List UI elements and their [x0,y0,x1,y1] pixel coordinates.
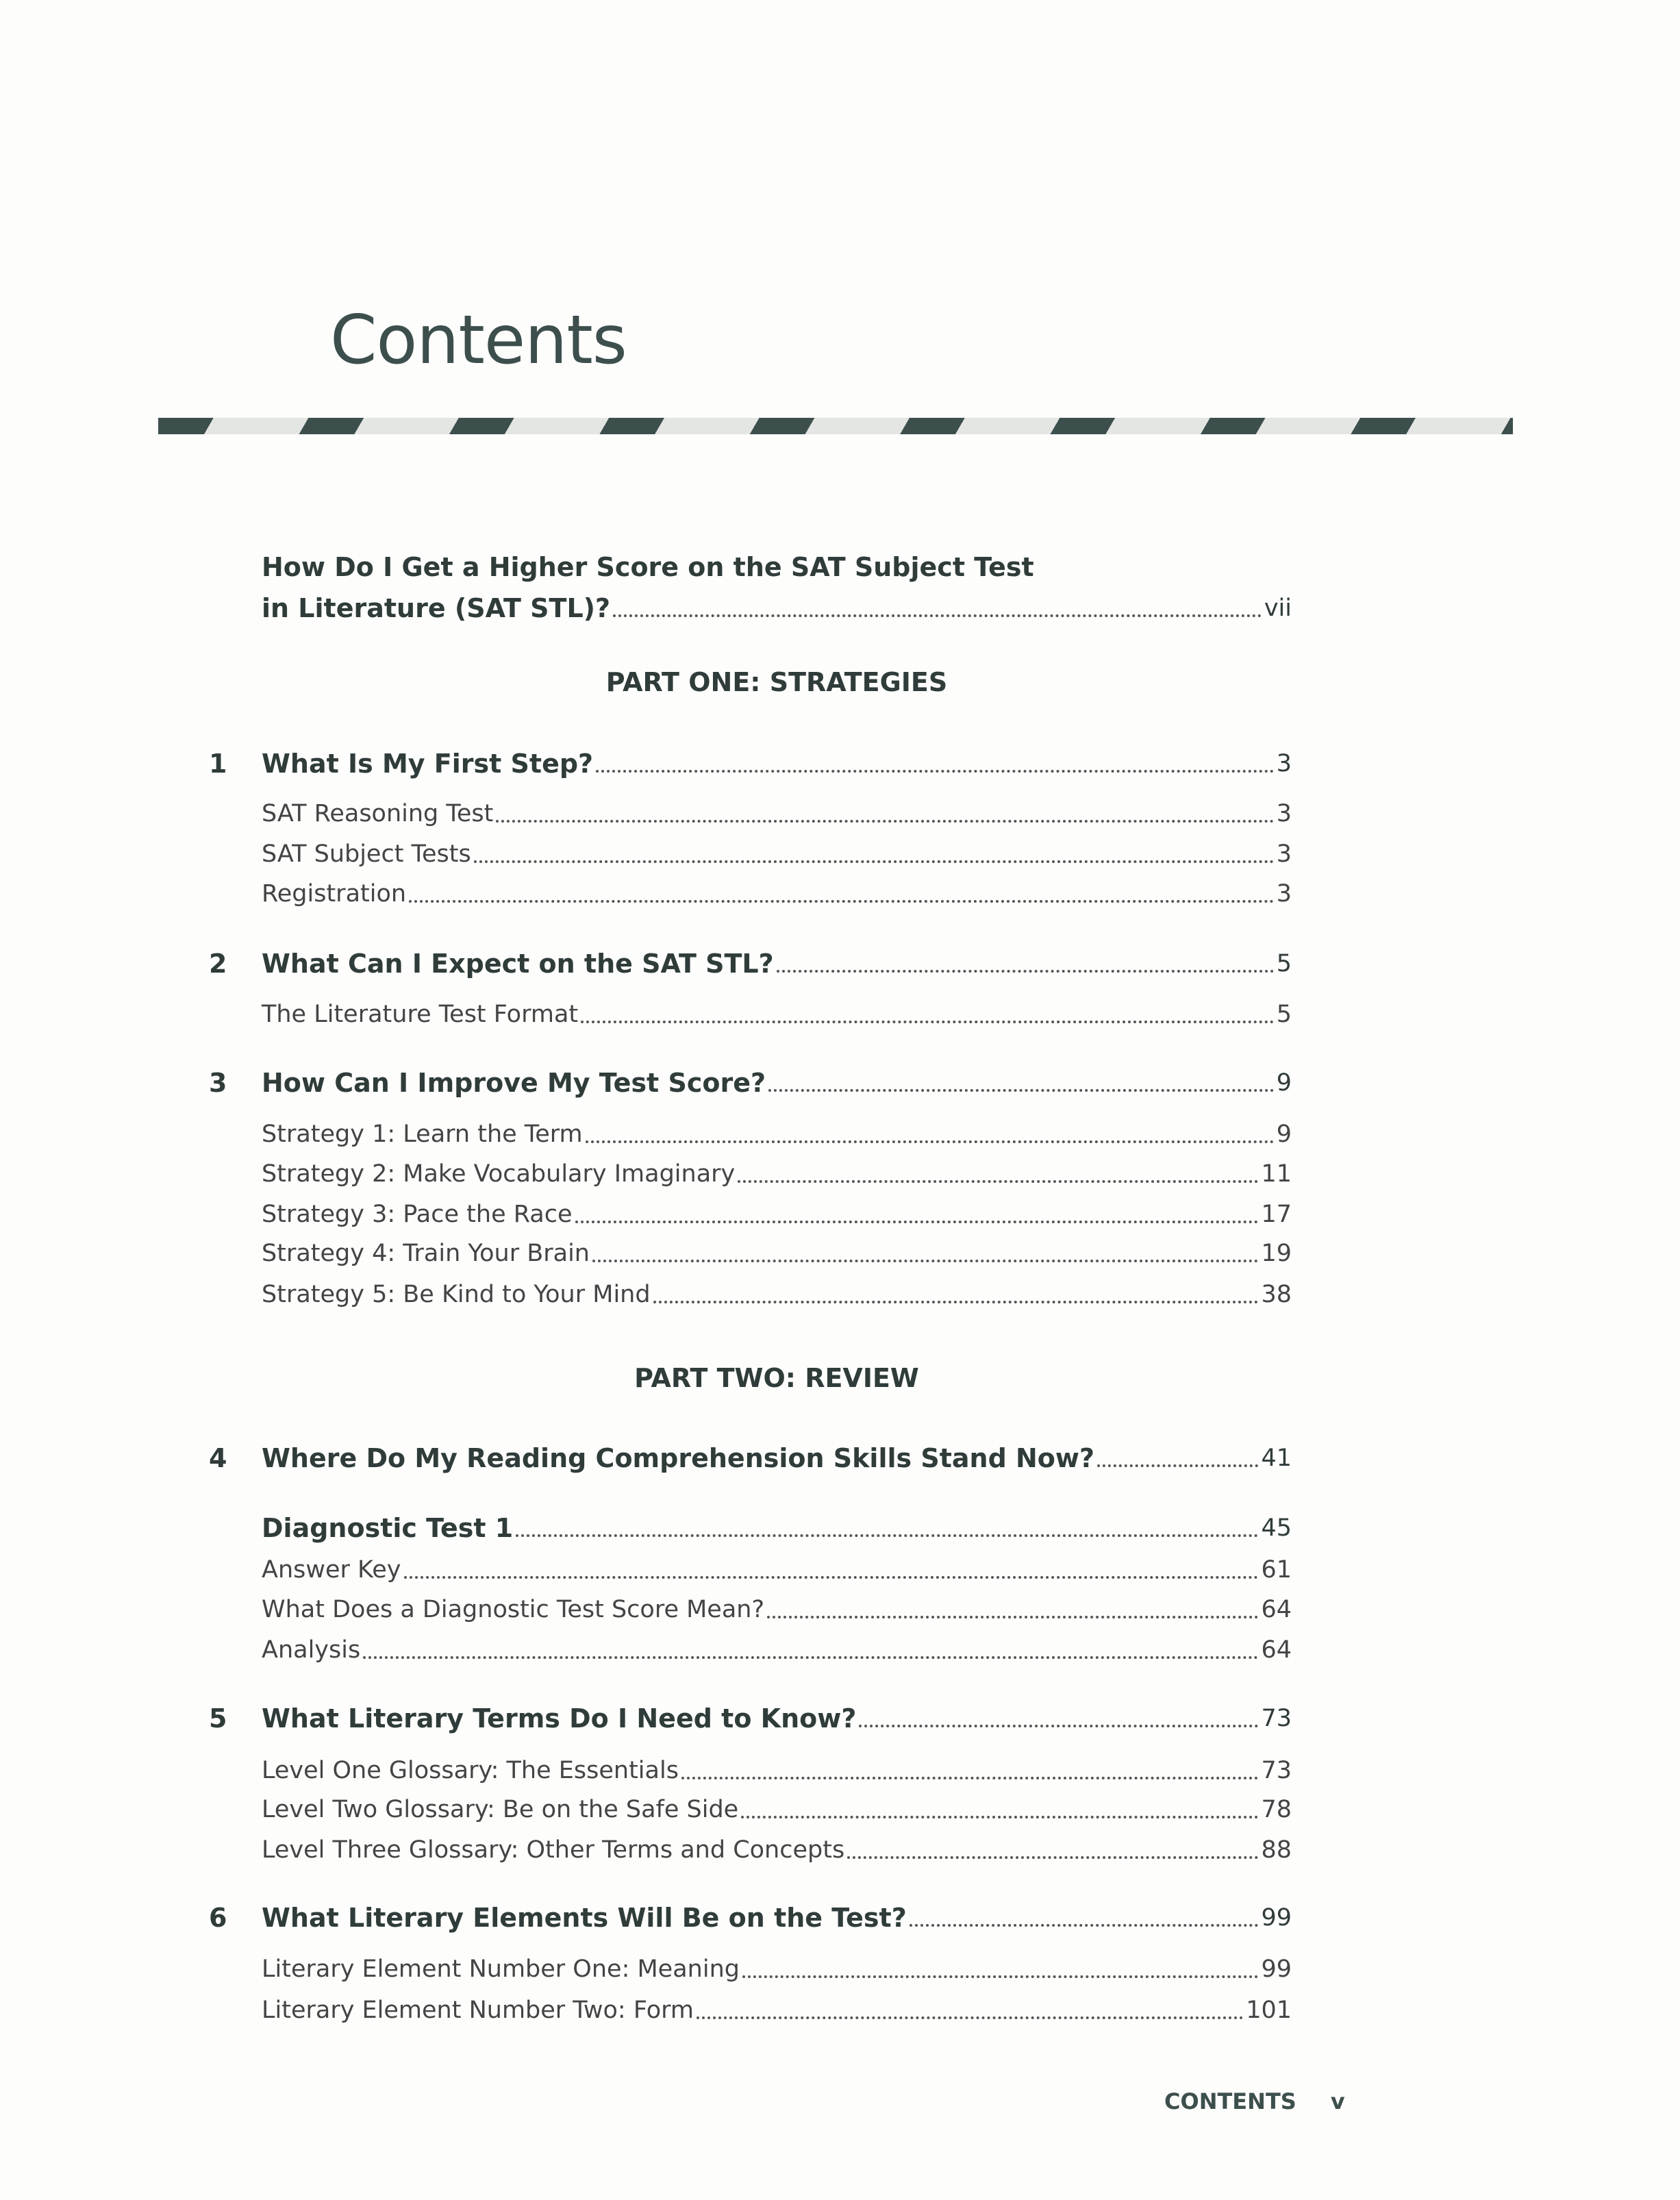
chapter-number: 2 [209,949,227,979]
chapter-number: 4 [209,1443,227,1473]
toc-item[interactable] [262,797,1292,831]
toc-page: 88 [1261,1836,1292,1864]
chapter-number: 6 [209,1903,227,1933]
toc-page: 64 [1261,1636,1292,1664]
toc-page: 3 [1276,840,1292,868]
chapter-number: 5 [209,1703,227,1734]
toc-page: 45 [1261,1514,1292,1542]
toc-label: Where Do My Reading Comprehension Skills Stand Now? [262,1443,1095,1473]
toc-intro[interactable] [262,591,1292,625]
toc-label: SAT Subject Tests [262,840,471,868]
dot-leader [859,1725,1258,1727]
dot-leader [681,1777,1259,1779]
toc-item[interactable] [262,1792,1292,1827]
toc-label: Registration [262,880,407,908]
toc-label: Strategy 4: Train Your Brain [262,1240,590,1267]
toc-label: SAT Reasoning Test [262,800,494,827]
toc-label: What Can I Expect on the SAT STL? [262,949,774,979]
dot-leader [409,900,1274,903]
toc-chapter[interactable] [262,747,1292,781]
toc-label: Level One Glossary: The Essentials [262,1757,679,1784]
chapter-number: 3 [209,1068,227,1098]
toc-label: What Does a Diagnostic Test Score Mean? [262,1596,765,1623]
dot-leader [586,1140,1274,1143]
toc-page: 73 [1261,1757,1292,1784]
toc-label: What Is My First Step? [262,749,594,779]
toc-label: The Literature Test Format [262,1001,579,1028]
toc-intro-line1[interactable] [262,550,1292,584]
toc-chapter[interactable] [262,1511,1292,1545]
toc-item[interactable] [262,1833,1292,1867]
dot-leader [404,1576,1259,1579]
toc-label: What Literary Elements Will Be on the Test? [262,1903,907,1933]
dot-leader [738,1180,1258,1183]
toc-chapter[interactable] [262,1066,1292,1100]
dot-leader [581,1021,1274,1023]
dot-leader [1097,1464,1258,1467]
striped-divider [158,418,1513,434]
toc-item[interactable] [262,1197,1292,1232]
toc-label: Literary Element Number One: Meaning [262,1955,740,1983]
dot-leader [496,820,1273,823]
dot-leader [596,770,1274,773]
toc-page: 9 [1276,1069,1292,1097]
toc-chapter[interactable] [262,1441,1292,1475]
toc-item[interactable] [262,1157,1292,1191]
toc-item[interactable] [262,837,1292,871]
dot-leader [613,614,1262,617]
dot-leader [847,1856,1258,1859]
toc-label: in Literature (SAT STL)? [262,593,611,623]
toc-label: Level Two Glossary: Be on the Safe Side [262,1796,739,1823]
toc-label: Diagnostic Test 1 [262,1513,514,1543]
toc-item[interactable] [262,997,1292,1032]
toc-chapter[interactable] [262,1901,1292,1935]
toc-label: How Can I Improve My Test Score? [262,1068,766,1098]
dot-leader [592,1260,1258,1262]
toc-page: 78 [1261,1796,1292,1823]
toc-label: Strategy 5: Be Kind to Your Mind [262,1281,651,1308]
dot-leader [575,1221,1259,1223]
dot-leader [910,1924,1259,1927]
toc-page: 11 [1261,1160,1292,1188]
part-heading: PART ONE: STRATEGIES [605,667,948,697]
toc-label: Analysis [262,1636,361,1664]
dot-leader [742,1975,1258,1978]
toc-page: 41 [1261,1445,1292,1472]
toc-page: 3 [1276,880,1292,908]
toc-item[interactable] [262,1277,1292,1312]
footer-label: CONTENTS [1164,2088,1296,2114]
toc-page: 5 [1276,1001,1292,1028]
toc-chapter[interactable] [262,947,1292,981]
toc-item[interactable] [262,1952,1292,1986]
toc-label: What Literary Terms Do I Need to Know? [262,1703,857,1734]
toc-page: 9 [1276,1121,1292,1148]
toc-page: 17 [1261,1201,1292,1228]
toc-page: vii [1264,595,1292,622]
toc-label: Level Three Glossary: Other Terms and Concepts [262,1836,845,1864]
chapter-number: 1 [209,749,227,779]
toc-item[interactable] [262,1117,1292,1151]
page-footer [1164,2084,1345,2118]
toc-label: Strategy 3: Pace the Race [262,1201,573,1228]
toc-label: Literary Element Number Two: Form [262,1997,694,2024]
dot-leader [768,1089,1274,1092]
toc-page: 38 [1261,1281,1292,1308]
toc-item[interactable] [262,1753,1292,1788]
toc-page: 5 [1276,950,1292,977]
dot-leader [474,860,1274,863]
toc-page: 101 [1246,1997,1292,2024]
toc-page: 64 [1261,1596,1292,1623]
toc-page: 73 [1261,1705,1292,1732]
dot-leader [363,1656,1258,1659]
page-title: Contents [330,301,627,379]
part-heading: PART TWO: REVIEW [634,1363,919,1393]
dot-leader [697,2016,1243,2019]
toc-page: 99 [1261,1904,1292,1932]
dot-leader [653,1301,1259,1303]
toc-item[interactable] [262,1993,1292,2027]
toc-chapter[interactable] [262,1701,1292,1736]
dot-leader [516,1534,1258,1537]
toc-page: 99 [1261,1955,1292,1983]
toc-item[interactable] [262,1633,1292,1667]
dot-leader [777,970,1274,973]
toc-item[interactable] [262,1592,1292,1627]
dot-leader [767,1616,1258,1618]
page-number: v [1330,2088,1345,2114]
toc-item[interactable] [262,1553,1292,1587]
toc-label: Strategy 1: Learn the Term [262,1121,583,1148]
toc-page: 19 [1261,1240,1292,1267]
toc-item[interactable] [262,877,1292,911]
dot-leader [741,1816,1258,1818]
toc-label: Strategy 2: Make Vocabulary Imaginary [262,1160,736,1188]
toc-page: 3 [1276,750,1292,777]
toc-page: 61 [1261,1556,1292,1584]
toc-label: Answer Key [262,1556,401,1584]
toc-label: How Do I Get a Higher Score on the SAT Subject Test [262,552,1034,582]
toc-page: 3 [1276,800,1292,827]
toc-item[interactable] [262,1236,1292,1271]
